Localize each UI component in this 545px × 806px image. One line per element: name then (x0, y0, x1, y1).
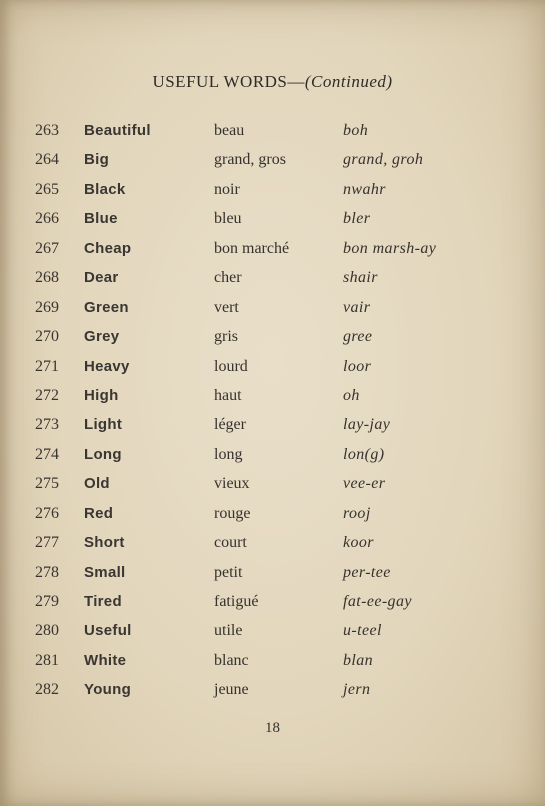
word-row (0, 440, 545, 469)
french-word: utile (214, 622, 243, 640)
english-word: Tired (84, 593, 122, 610)
word-number: 273 (35, 416, 59, 434)
french-word: fatigué (214, 593, 259, 610)
english-word: Green (84, 298, 129, 316)
word-number: 271 (35, 357, 59, 375)
french-word: vert (214, 298, 239, 316)
word-row (0, 293, 545, 322)
english-word: Old (84, 475, 110, 493)
french-word: blanc (214, 651, 249, 669)
english-word: Grey (84, 328, 120, 346)
pronunciation: loor (343, 357, 372, 375)
pronunciation: lay-jay (343, 416, 391, 434)
french-word: beau (214, 122, 245, 139)
english-word: High (84, 386, 119, 404)
word-number: 270 (35, 328, 59, 346)
english-word: Short (84, 534, 125, 552)
word-number: 275 (35, 475, 59, 493)
heading-continued: (Continued) (304, 72, 393, 91)
english-word: Young (84, 681, 132, 699)
word-list (0, 116, 545, 705)
pronunciation: nwahr (343, 180, 386, 198)
word-number: 265 (35, 180, 59, 198)
pronunciation: vair (343, 298, 371, 316)
word-number: 263 (35, 122, 59, 139)
pronunciation: oh (343, 386, 360, 404)
word-row (0, 616, 545, 645)
word-row (0, 175, 545, 204)
pronunciation: grand, groh (343, 151, 424, 169)
french-word: petit (214, 563, 243, 581)
word-row (0, 234, 545, 263)
word-row (0, 410, 545, 439)
word-row (0, 381, 545, 410)
french-word: bleu (214, 210, 242, 228)
page-heading (0, 72, 545, 92)
word-row (0, 558, 545, 587)
english-word: Long (84, 445, 122, 463)
word-row (0, 675, 545, 704)
word-number: 278 (35, 563, 59, 581)
word-number: 280 (35, 622, 59, 640)
word-row (0, 116, 545, 145)
english-word: Red (84, 504, 114, 522)
pronunciation: boh (343, 122, 369, 139)
english-word: Small (84, 563, 126, 581)
french-word: gris (214, 328, 238, 346)
english-word: Cheap (84, 239, 132, 257)
french-word: jeune (214, 681, 249, 699)
french-word: léger (214, 416, 246, 434)
french-word: lourd (214, 357, 248, 375)
english-word: Useful (84, 622, 132, 640)
english-word: Blue (84, 210, 118, 228)
pronunciation: blan (343, 651, 374, 669)
french-word: noir (214, 180, 240, 198)
french-word: court (214, 534, 247, 552)
page-number: 18 (265, 720, 280, 736)
word-row (0, 587, 545, 616)
word-number: 277 (35, 534, 59, 552)
word-number: 274 (35, 445, 59, 463)
pronunciation: fat-ee-gay (343, 593, 412, 610)
french-word: long (214, 445, 243, 463)
word-number: 281 (35, 651, 59, 669)
word-row (0, 204, 545, 233)
english-word: Light (84, 416, 123, 434)
pronunciation: bler (343, 210, 371, 228)
word-number: 264 (35, 151, 59, 169)
pronunciation: per-tee (343, 563, 391, 581)
word-number: 282 (35, 681, 59, 699)
pronunciation: u-teel (343, 622, 382, 640)
word-row (0, 322, 545, 351)
french-word: grand, gros (214, 151, 286, 169)
word-row (0, 263, 545, 292)
word-number: 267 (35, 239, 59, 257)
english-word: Beautiful (84, 122, 151, 139)
pronunciation: koor (343, 534, 374, 552)
pronunciation: lon(g) (343, 445, 385, 463)
word-row (0, 528, 545, 557)
french-word: cher (214, 269, 242, 287)
heading-title: USEFUL WORDS— (152, 72, 305, 91)
pronunciation: gree (343, 328, 373, 346)
word-number: 279 (35, 593, 59, 610)
word-number: 266 (35, 210, 59, 228)
word-number: 276 (35, 504, 59, 522)
pronunciation: vee-er (343, 475, 386, 493)
word-number: 272 (35, 386, 59, 404)
word-row (0, 469, 545, 498)
word-number: 269 (35, 298, 59, 316)
pronunciation: jern (343, 681, 371, 699)
english-word: Dear (84, 269, 119, 287)
english-word: White (84, 651, 127, 669)
pronunciation: rooj (343, 504, 371, 522)
french-word: bon marché (214, 239, 290, 257)
pronunciation: shair (343, 269, 378, 287)
english-word: Black (84, 180, 126, 198)
word-row (0, 145, 545, 174)
word-row (0, 352, 545, 381)
english-word: Heavy (84, 357, 130, 375)
french-word: haut (214, 386, 242, 404)
word-number: 268 (35, 269, 59, 287)
english-word: Big (84, 151, 110, 169)
pronunciation: bon marsh-ay (343, 239, 437, 257)
word-row (0, 499, 545, 528)
french-word: rouge (214, 504, 251, 522)
word-row (0, 646, 545, 675)
french-word: vieux (214, 475, 250, 493)
